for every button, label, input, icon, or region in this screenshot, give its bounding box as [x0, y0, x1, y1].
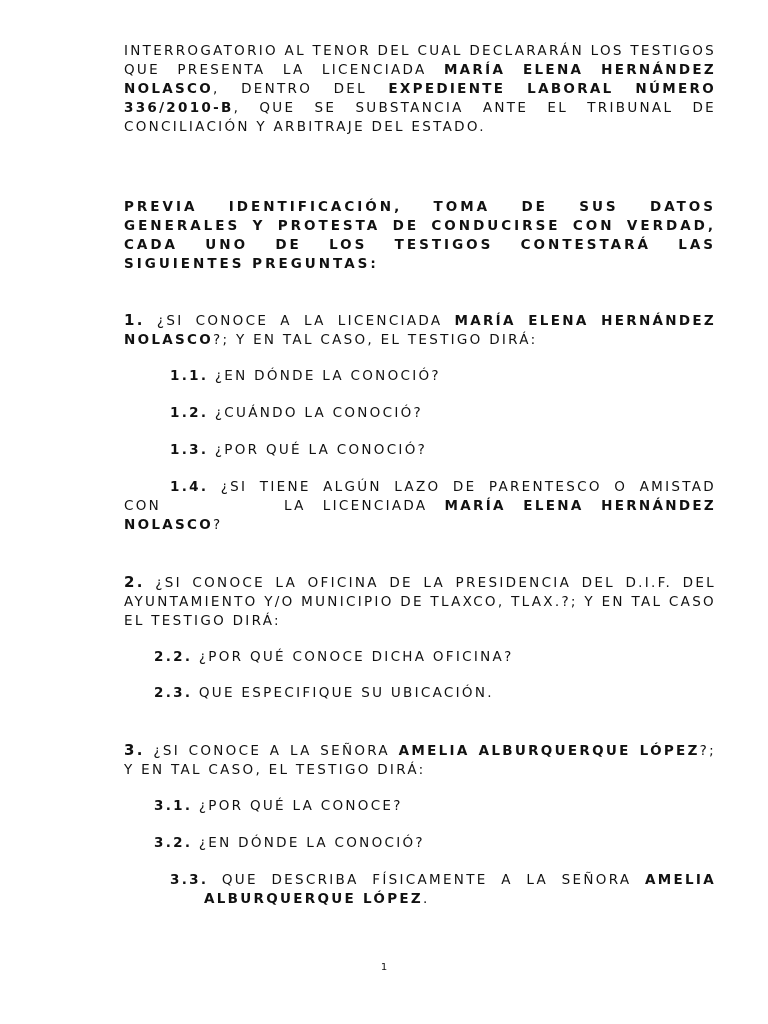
subquestion-text-end: ?	[213, 517, 223, 533]
licenciada-name: MARÍA ELENA HERNÁNDEZ NOLASCO	[124, 62, 716, 97]
question-text: ¿SI CONOCE A LA LICENCIADA	[144, 313, 455, 329]
question-3	[124, 741, 716, 780]
question-number: 2.	[124, 573, 145, 591]
subquestion-1-4-line3	[124, 516, 223, 535]
subquestion-1-4-line2	[284, 497, 716, 516]
subquestion-text: ¿POR QUÉ LA CONOCE?	[192, 798, 403, 814]
subquestion-text: ¿POR QUÉ CONOCE DICHA OFICINA?	[192, 649, 514, 665]
subquestion-text: QUE ESPECIFIQUE SU UBICACIÓN.	[192, 685, 494, 701]
title-text-2: , DENTRO DEL	[213, 81, 389, 97]
subquestion-name-end: NOLASCO	[124, 517, 214, 533]
subquestion-number: 1.1.	[170, 368, 209, 384]
intro-paragraph: PREVIA IDENTIFICACIÓN, TOMA DE SUS DATOS GENERALES Y PROTESTA DE CONDUCIRSE CON VERDAD, CADA UNO DE LOS TESTIGOS CONTESTARÁ LAS SIGUIENTES PREGUNTAS:	[124, 199, 716, 272]
question-text-end: ?; Y EN TAL CASO, EL TESTIGO DIRÁ:	[213, 332, 538, 348]
question-text: ¿SI CONOCE A LA SEÑORA	[144, 743, 399, 759]
document-title	[124, 42, 716, 137]
subquestion-1-2	[170, 404, 423, 423]
subquestion-text: ¿CUÁNDO LA CONOCIÓ?	[208, 405, 423, 421]
subquestion-1-4-con: CON	[124, 498, 162, 514]
subquestion-text: ¿SI TIENE ALGÚN LAZO DE PARENTESCO O AMISTAD	[208, 479, 716, 495]
subquestion-3-1	[154, 797, 403, 816]
subquestion-2-2	[154, 648, 514, 667]
subquestion-text-end: .	[423, 891, 430, 907]
subquestion-number: 3.3.	[170, 872, 209, 888]
subquestion-3-2	[154, 834, 425, 853]
subquestion-number: 1.3.	[170, 442, 209, 458]
question-2	[124, 573, 716, 631]
subquestion-1-3	[170, 441, 427, 460]
question-1	[124, 311, 716, 350]
question-text-end: ?; Y EN TAL CASO, EL TESTIGO DIRÁ:	[124, 743, 716, 778]
subquestion-text: ¿EN DÓNDE LA CONOCIÓ?	[208, 368, 441, 384]
subquestion-name: MARÍA ELENA HERNÁNDEZ	[444, 498, 716, 514]
subquestion-number: 3.1.	[154, 798, 193, 814]
subquestion-name: AMELIA	[645, 872, 716, 888]
subquestion-2-3	[154, 684, 494, 703]
question-name: AMELIA ALBURQUERQUE LÓPEZ	[398, 743, 700, 759]
subquestion-1-4-line1	[170, 478, 716, 497]
subquestion-text: QUE DESCRIBA FÍSICAMENTE A LA SEÑORA	[208, 872, 646, 888]
subquestion-number: 2.3.	[154, 685, 193, 701]
subquestion-number: 1.2.	[170, 405, 209, 421]
subquestion-1-1	[170, 367, 441, 386]
subquestion-3-3-line1	[170, 871, 716, 890]
subquestion-number: 2.2.	[154, 649, 193, 665]
title-text-3: , QUE SE SUBSTANCIA ANTE EL TRIBUNAL DE CONCILIACIÓN Y ARBITRAJE DEL ESTADO.	[124, 100, 716, 135]
title-text: INTERROGATORIO AL TENOR DEL CUAL DECLARARÁN LOS TESTIGOS QUE PRESENTA LA LICENCIADA	[124, 43, 716, 78]
subquestion-text: LA LICENCIADA	[284, 498, 445, 514]
question-name: MARÍA ELENA HERNÁNDEZ NOLASCO	[124, 313, 716, 348]
subquestion-number: 1.4.	[170, 479, 209, 495]
expediente-number: EXPEDIENTE LABORAL NÚMERO 336/2010-B	[124, 81, 716, 116]
question-number: 3.	[124, 741, 145, 759]
subquestion-3-3-line2	[204, 890, 430, 909]
subquestion-text: ¿POR QUÉ LA CONOCIÓ?	[208, 442, 428, 458]
subquestion-number: 3.2.	[154, 835, 193, 851]
page-number: 1	[380, 962, 388, 973]
subquestion-name-end: ALBURQUERQUE LÓPEZ	[204, 891, 424, 907]
subquestion-text: ¿EN DÓNDE LA CONOCIÓ?	[192, 835, 425, 851]
question-text: ¿SI CONOCE LA OFICINA DE LA PRESIDENCIA DEL D.I.F. DEL AYUNTAMIENTO Y/O MUNICIPIO DE TLAXCO, TLAX.?; Y EN TAL CASO EL TESTIGO DIRÁ:	[124, 575, 716, 629]
question-number: 1.	[124, 311, 145, 329]
